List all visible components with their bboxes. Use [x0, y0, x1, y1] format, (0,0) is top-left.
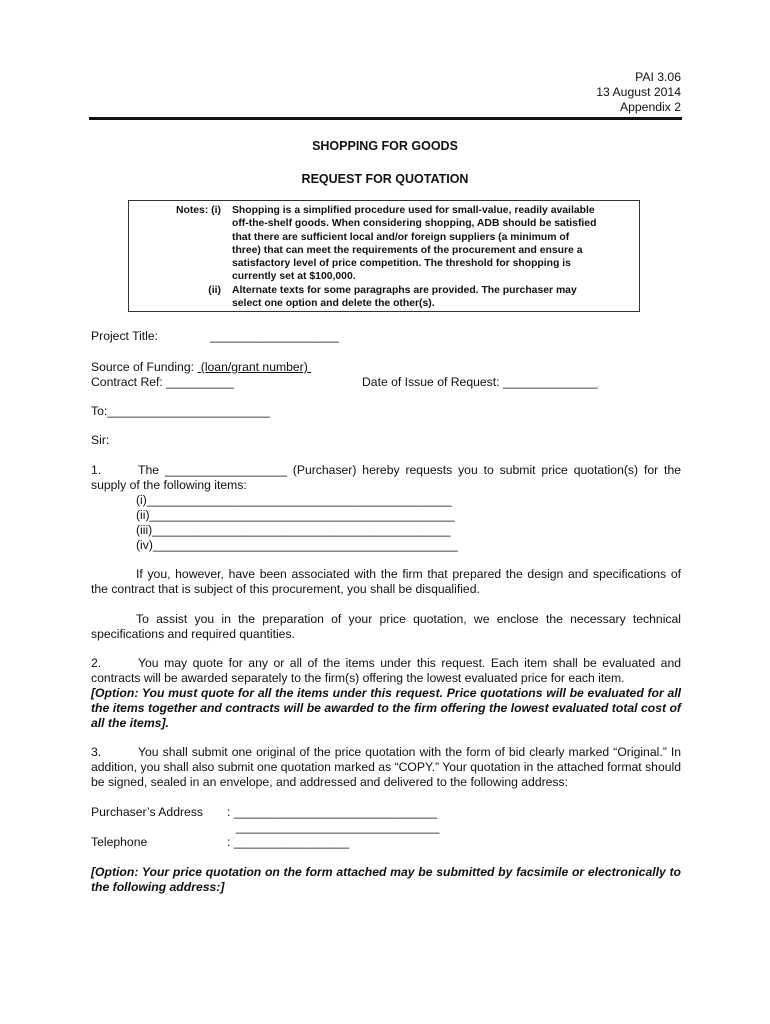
- doc-reference: PAI 3.06: [635, 70, 681, 84]
- para-2-text: You may quote for any or all of the items under this request. Each item shall be evaluated and contracts will be awarded separately to the firm(s) offering the lowest evaluated price for each item.: [91, 656, 681, 685]
- project-title-label: Project Title:: [91, 329, 159, 343]
- para-3-text: You shall submit one original of the price quotation with the form of bid clearly marked “Original.” In addition, you shall also submit one quotation marked as “COPY.” Your quotation in the attached format should be signed, sealed in an envelope, and addressed and delivered to the following address:: [91, 745, 681, 789]
- item-field[interactable]: (iv)_____________________________________________: [136, 538, 458, 552]
- item-field[interactable]: (i)_____________________________________________: [136, 493, 452, 507]
- contract-ref-field[interactable]: Contract Ref: __________: [91, 375, 234, 389]
- telephone-field[interactable]: : _________________: [227, 835, 349, 849]
- para-2-option: [Option: You must quote for all the items under this request. Price quotations will be evaluated for all the items together and contracts will be awarded to the firm offering the lowest evaluated total cost of all the items].: [91, 686, 681, 730]
- paragraph-3: [91, 745, 681, 790]
- purchaser-address-field[interactable]: : ______________________________: [227, 805, 438, 819]
- paragraph-specifications: To assist you in the preparation of your price quotation, we enclose the necessary technical specifications and required quantities.: [91, 612, 681, 641]
- purchaser-address-label: Purchaser’s Address: [91, 805, 204, 819]
- project-title-field[interactable]: ___________________: [210, 329, 339, 343]
- para-number: 1.: [91, 463, 102, 477]
- para-number: 3.: [91, 745, 102, 759]
- source-value: (loan/grant number): [200, 360, 308, 374]
- notes-text-i: [232, 204, 632, 284]
- doc-date: 13 August 2014: [596, 85, 681, 99]
- doc-appendix: Appendix 2: [620, 100, 681, 114]
- item-field[interactable]: (ii)_____________________________________________: [136, 508, 455, 522]
- notes-line: satisfactory level of price competition. The threshold for shopping is: [232, 258, 571, 270]
- title-shopping: SHOPPING FOR GOODS: [312, 139, 458, 153]
- notes-line: that there are sufficient local and/or foreign suppliers (a minimum of: [232, 231, 570, 243]
- paragraph-disqualification: If you, however, have been associated with the firm that prepared the design and specifications of the contract that is subject of this procurement, you shall be disqualified.: [91, 567, 681, 596]
- item-field[interactable]: (iii)____________________________________________: [136, 523, 451, 537]
- document-header: [596, 70, 681, 115]
- purchaser-address-field-2[interactable]: ______________________________: [236, 820, 440, 834]
- notes-box: [128, 200, 640, 312]
- telephone-label: Telephone: [91, 835, 148, 849]
- para-1-line-2: supply of the following items:: [91, 478, 247, 492]
- paragraph-2: [91, 656, 681, 731]
- notes-line: Alternate texts for some paragraphs are provided. The purchaser may: [232, 285, 577, 296]
- notes-line: Shopping is a simplified procedure used for small-value, readily available: [232, 205, 595, 216]
- title-rfq: REQUEST FOR QUOTATION: [301, 172, 469, 186]
- para-1-line-1: The __________________ (Purchaser) hereby requests you to submit price quotation(s) for the: [138, 463, 681, 477]
- source-of-funding: [91, 360, 311, 375]
- notes-label-ii: (ii): [208, 285, 221, 296]
- source-label: Source of Funding:: [91, 360, 194, 374]
- notes-text-ii: [232, 284, 632, 311]
- salutation: Sir:: [91, 433, 110, 447]
- items-list: [91, 493, 681, 553]
- notes-line: currently set at $100,000.: [232, 271, 356, 283]
- notes-line: select one option and delete the other(s).: [232, 298, 435, 310]
- paragraph-1: [91, 463, 681, 553]
- date-of-issue-field[interactable]: Date of Issue of Request: ______________: [362, 375, 598, 389]
- to-field[interactable]: To:________________________: [91, 404, 270, 418]
- notes-line: three) that can meet the requirements of the procurement and ensure a: [232, 244, 583, 256]
- source-field[interactable]: [197, 360, 311, 374]
- option-electronic-submission: [Option: Your price quotation on the form attached may be submitted by facsimile or electronically to the following address:]: [91, 865, 681, 894]
- para-number: 2.: [91, 656, 102, 670]
- header-rule: [89, 117, 682, 120]
- notes-label-i: Notes: (i): [175, 205, 221, 216]
- notes-line: off-the-shelf goods. When considering shopping, ADB should be satisfied: [232, 218, 597, 230]
